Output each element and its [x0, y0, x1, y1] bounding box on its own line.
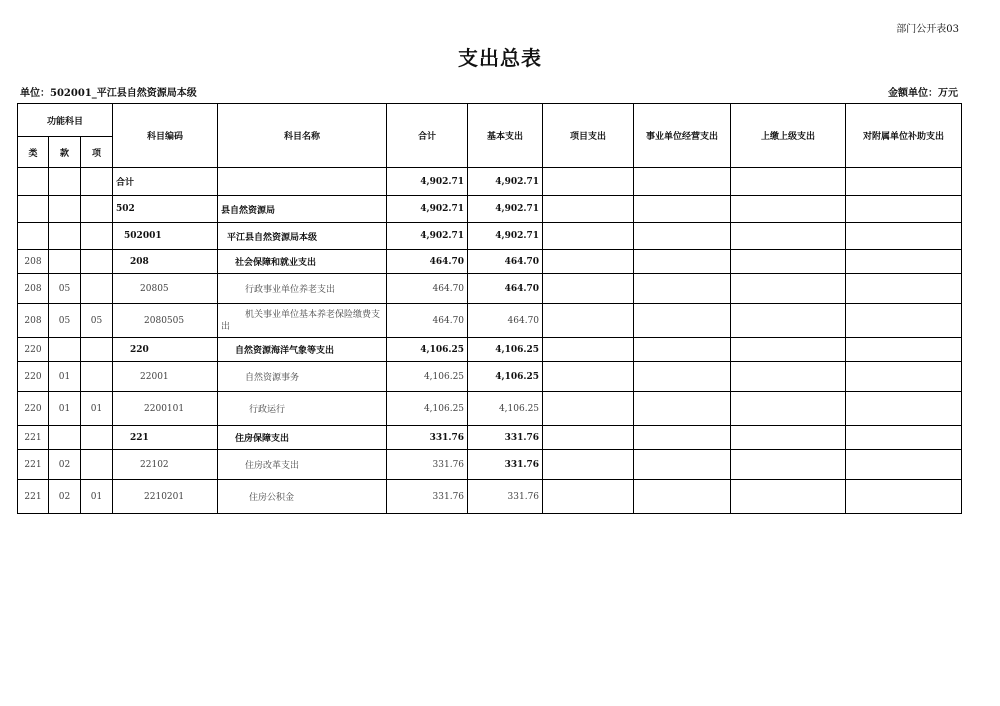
- cell-total: 331.76: [387, 426, 468, 450]
- cell-business: [634, 250, 731, 274]
- cell-upper: [731, 223, 846, 250]
- expenditure-table: [17, 103, 962, 514]
- cell-kuan: 05: [49, 304, 81, 338]
- cell-subsidy: [846, 362, 962, 392]
- cell-name: 机关事业单位基本养老保险缴费支出: [218, 304, 387, 338]
- cell-kuan: [49, 223, 81, 250]
- cell-name: 住房保障支出: [218, 426, 387, 450]
- cell-business: [634, 168, 731, 196]
- cell-name: 住房公积金: [218, 480, 387, 514]
- header-name: 科目名称: [218, 104, 387, 168]
- header-code: 科目编码: [113, 104, 218, 168]
- cell-lei: 220: [18, 392, 49, 426]
- cell-business: [634, 274, 731, 304]
- cell-total: 331.76: [387, 450, 468, 480]
- cell-code: 20805: [113, 274, 218, 304]
- cell-code: 208: [113, 250, 218, 274]
- form-number: 部门公开表03: [896, 24, 959, 35]
- cell-xiang: [81, 362, 113, 392]
- cell-code: 502: [113, 196, 218, 223]
- cell-business: [634, 304, 731, 338]
- table-row: [18, 196, 962, 223]
- cell-basic: 331.76: [468, 426, 543, 450]
- cell-basic: 4,106.25: [468, 338, 543, 362]
- header-kuan: 款: [49, 137, 81, 168]
- cell-lei: 208: [18, 250, 49, 274]
- cell-xiang: [81, 426, 113, 450]
- cell-total: 4,106.25: [387, 338, 468, 362]
- cell-lei: [18, 223, 49, 250]
- header-func-subject: 功能科目: [18, 104, 113, 137]
- header-total: 合计: [387, 104, 468, 168]
- cell-upper: [731, 480, 846, 514]
- cell-project: [543, 223, 634, 250]
- cell-total: 4,106.25: [387, 392, 468, 426]
- cell-business: [634, 338, 731, 362]
- cell-total: 464.70: [387, 250, 468, 274]
- cell-basic: 464.70: [468, 274, 543, 304]
- cell-lei: 208: [18, 304, 49, 338]
- cell-business: [634, 450, 731, 480]
- header-xiang: 项: [81, 137, 113, 168]
- cell-upper: [731, 250, 846, 274]
- cell-project: [543, 304, 634, 338]
- cell-project: [543, 426, 634, 450]
- cell-subsidy: [846, 168, 962, 196]
- cell-business: [634, 362, 731, 392]
- cell-basic: 464.70: [468, 250, 543, 274]
- cell-subsidy: [846, 338, 962, 362]
- cell-xiang: [81, 168, 113, 196]
- cell-kuan: 01: [49, 392, 81, 426]
- cell-upper: [731, 426, 846, 450]
- cell-basic: 4,902.71: [468, 223, 543, 250]
- cell-code: 220: [113, 338, 218, 362]
- cell-kuan: [49, 168, 81, 196]
- cell-xiang: 05: [81, 304, 113, 338]
- cell-subsidy: [846, 426, 962, 450]
- cell-xiang: 01: [81, 392, 113, 426]
- cell-project: [543, 392, 634, 426]
- header-business: 事业单位经营支出: [634, 104, 731, 168]
- cell-subsidy: [846, 480, 962, 514]
- cell-basic: 331.76: [468, 480, 543, 514]
- cell-project: [543, 338, 634, 362]
- cell-subsidy: [846, 450, 962, 480]
- table-row: [18, 304, 962, 338]
- cell-xiang: [81, 338, 113, 362]
- cell-name: 行政事业单位养老支出: [218, 274, 387, 304]
- cell-basic: 4,902.71: [468, 168, 543, 196]
- cell-total: 4,902.71: [387, 223, 468, 250]
- unit-label: 单位：502001_平江县自然资源局本级: [20, 88, 197, 99]
- header-upper: 上缴上级支出: [731, 104, 846, 168]
- cell-upper: [731, 450, 846, 480]
- cell-basic: 464.70: [468, 304, 543, 338]
- cell-project: [543, 196, 634, 223]
- cell-kuan: 02: [49, 480, 81, 514]
- cell-total: 331.76: [387, 480, 468, 514]
- cell-total: 464.70: [387, 304, 468, 338]
- cell-lei: 221: [18, 426, 49, 450]
- cell-business: [634, 480, 731, 514]
- table-row: [18, 450, 962, 480]
- cell-code: 22102: [113, 450, 218, 480]
- cell-lei: [18, 196, 49, 223]
- cell-code: 2080505: [113, 304, 218, 338]
- cell-kuan: [49, 426, 81, 450]
- cell-subsidy: [846, 392, 962, 426]
- cell-code: 22001: [113, 362, 218, 392]
- cell-subsidy: [846, 223, 962, 250]
- table-row: [18, 338, 962, 362]
- cell-upper: [731, 274, 846, 304]
- cell-basic: 4,106.25: [468, 392, 543, 426]
- cell-business: [634, 426, 731, 450]
- cell-total: 4,106.25: [387, 362, 468, 392]
- cell-name: 自然资源海洋气象等支出: [218, 338, 387, 362]
- cell-lei: 221: [18, 480, 49, 514]
- cell-kuan: 02: [49, 450, 81, 480]
- cell-name: 住房改革支出: [218, 450, 387, 480]
- header-project: 项目支出: [543, 104, 634, 168]
- table-row: [18, 362, 962, 392]
- cell-lei: 220: [18, 338, 49, 362]
- cell-kuan: 05: [49, 274, 81, 304]
- cell-kuan: [49, 196, 81, 223]
- cell-business: [634, 223, 731, 250]
- table-row: [18, 250, 962, 274]
- cell-upper: [731, 338, 846, 362]
- cell-total: 4,902.71: [387, 196, 468, 223]
- cell-total: 464.70: [387, 274, 468, 304]
- cell-lei: 221: [18, 450, 49, 480]
- cell-business: [634, 392, 731, 426]
- cell-xiang: [81, 196, 113, 223]
- cell-xiang: 01: [81, 480, 113, 514]
- cell-upper: [731, 392, 846, 426]
- cell-project: [543, 450, 634, 480]
- amount-unit-label: 金额单位：万元: [888, 88, 958, 99]
- cell-kuan: [49, 250, 81, 274]
- cell-xiang: [81, 274, 113, 304]
- cell-basic: 4,106.25: [468, 362, 543, 392]
- cell-name: 行政运行: [218, 392, 387, 426]
- cell-upper: [731, 362, 846, 392]
- cell-code: 2200101: [113, 392, 218, 426]
- cell-total: 4,902.71: [387, 168, 468, 196]
- cell-subsidy: [846, 304, 962, 338]
- cell-name: 平江县自然资源局本级: [218, 223, 387, 250]
- cell-subsidy: [846, 196, 962, 223]
- cell-project: [543, 274, 634, 304]
- cell-project: [543, 480, 634, 514]
- header-basic: 基本支出: [468, 104, 543, 168]
- cell-code: 221: [113, 426, 218, 450]
- table-row: [18, 168, 962, 196]
- cell-lei: 220: [18, 362, 49, 392]
- cell-code: 合计: [113, 168, 218, 196]
- cell-name: 县自然资源局: [218, 196, 387, 223]
- cell-subsidy: [846, 274, 962, 304]
- table-row: [18, 392, 962, 426]
- cell-xiang: [81, 250, 113, 274]
- cell-basic: 4,902.71: [468, 196, 543, 223]
- header-lei: 类: [18, 137, 49, 168]
- cell-lei: [18, 168, 49, 196]
- cell-upper: [731, 196, 846, 223]
- cell-project: [543, 250, 634, 274]
- cell-upper: [731, 168, 846, 196]
- cell-code: 2210201: [113, 480, 218, 514]
- cell-name: 自然资源事务: [218, 362, 387, 392]
- table-row: [18, 426, 962, 450]
- cell-basic: 331.76: [468, 450, 543, 480]
- cell-upper: [731, 304, 846, 338]
- cell-lei: 208: [18, 274, 49, 304]
- page-title: 支出总表: [458, 46, 542, 70]
- cell-project: [543, 168, 634, 196]
- cell-name: [218, 168, 387, 196]
- cell-subsidy: [846, 250, 962, 274]
- table-row: [18, 274, 962, 304]
- cell-kuan: 01: [49, 362, 81, 392]
- cell-project: [543, 362, 634, 392]
- cell-xiang: [81, 223, 113, 250]
- cell-xiang: [81, 450, 113, 480]
- table-row: [18, 480, 962, 514]
- table-row: [18, 223, 962, 250]
- cell-name: 社会保障和就业支出: [218, 250, 387, 274]
- cell-code: 502001: [113, 223, 218, 250]
- header-subsidy: 对附属单位补助支出: [846, 104, 962, 168]
- cell-business: [634, 196, 731, 223]
- cell-kuan: [49, 338, 81, 362]
